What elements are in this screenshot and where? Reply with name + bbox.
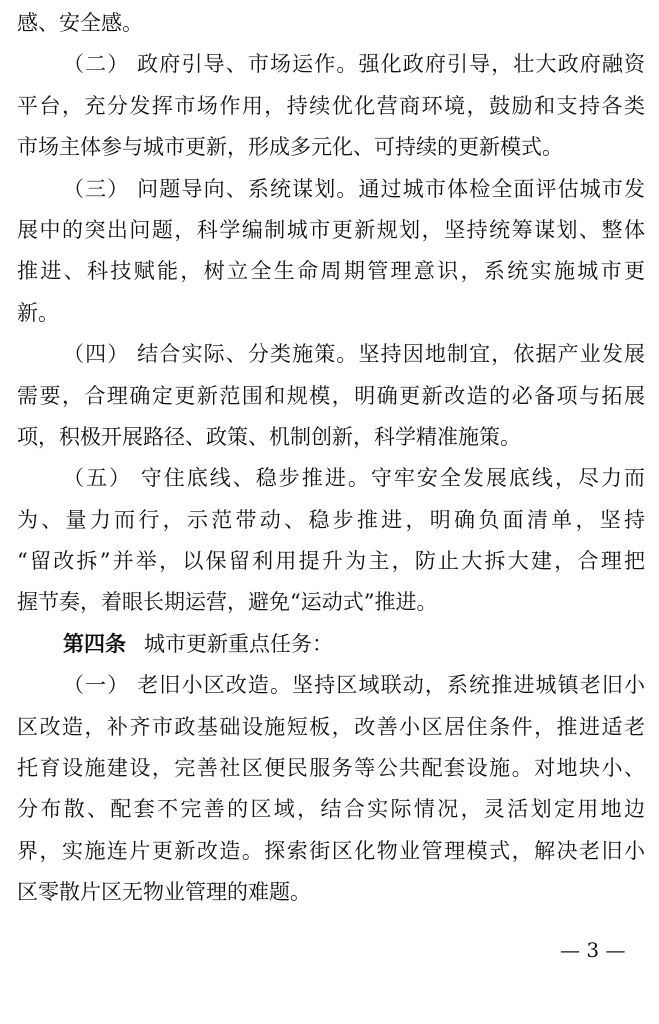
paragraph-six-line-3: 托育设施建设，完善社区便民服务等公共配套设施。对地块小、 [17, 756, 645, 781]
paragraph-three-line-3: 推进、科技赋能，树立全生命周期管理意识，系统实施城市更 [17, 259, 645, 284]
article-four-label: 第四条 [63, 631, 126, 656]
paragraph-six-line-4: 分布散、配套不完善的区域，结合实际情况，灵活划定用地边 [17, 797, 645, 822]
paragraph-four-line-2: 需要，合理确定更新范围和规模，明确更新改造的必备项与拓展 [17, 383, 645, 408]
paragraph-five-line-1: （五） 守住底线、稳步推进。守牢安全发展底线，尽力而 [63, 466, 645, 491]
paragraph-three-line-1: （三） 问题导向、系统谋划。通过城市体检全面评估城市发 [63, 176, 645, 201]
paragraph-six-line-1: （一） 老旧小区改造。坚持区域联动，系统推进城镇老旧小 [63, 673, 645, 698]
paragraph-two-line-2: 平台，充分发挥市场作用，持续优化营商环境，鼓励和支持各类 [17, 93, 645, 118]
paragraph-six-line-6: 区零散片区无物业管理的难题。 [17, 880, 311, 905]
paragraph-three-line-2: 展中的突出问题，科学编制城市更新规划，坚持统筹谋划、整体 [17, 217, 645, 242]
paragraph-four-line-1: （四） 结合实际、分类施策。坚持因地制宜，依据产业发展 [63, 342, 645, 367]
paragraph-five-line-4: 握节奏，着眼长期运营，避免“运动式”推进。 [17, 590, 438, 615]
paragraph-two-line-1: （二） 政府引导、市场运作。强化政府引导，壮大政府融资 [63, 52, 645, 77]
document-body [17, 3, 645, 914]
article-four-text: 城市更新重点任务： [144, 631, 333, 656]
paragraph-six-line-5: 界，实施连片更新改造。探索街区化物业管理模式，解决老旧小 [17, 838, 645, 863]
paragraph-two-line-3: 市场主体参与城市更新，形成多元化、可持续的更新模式。 [17, 135, 563, 160]
paragraph-three-line-4: 新。 [17, 300, 59, 325]
paragraph-five-line-3: “留改拆”并举，以保留利用提升为主，防止大拆大建，合理把 [17, 549, 645, 574]
article-four-heading [17, 624, 645, 665]
paragraph-five-line-2: 为、量力而行，示范带动、稳步推进，明确负面清单，坚持 [17, 507, 645, 532]
paragraph-six-line-2: 区改造，补齐市政基础设施短板，改善小区居住条件，推进适老 [17, 714, 645, 739]
page-number: — 3 — [560, 938, 626, 962]
paragraph-continuation-line: 感、安全感。 [17, 11, 143, 35]
paragraph-four-line-3: 项，积极开展路径、政策、机制创新，科学精准施策。 [17, 424, 521, 449]
